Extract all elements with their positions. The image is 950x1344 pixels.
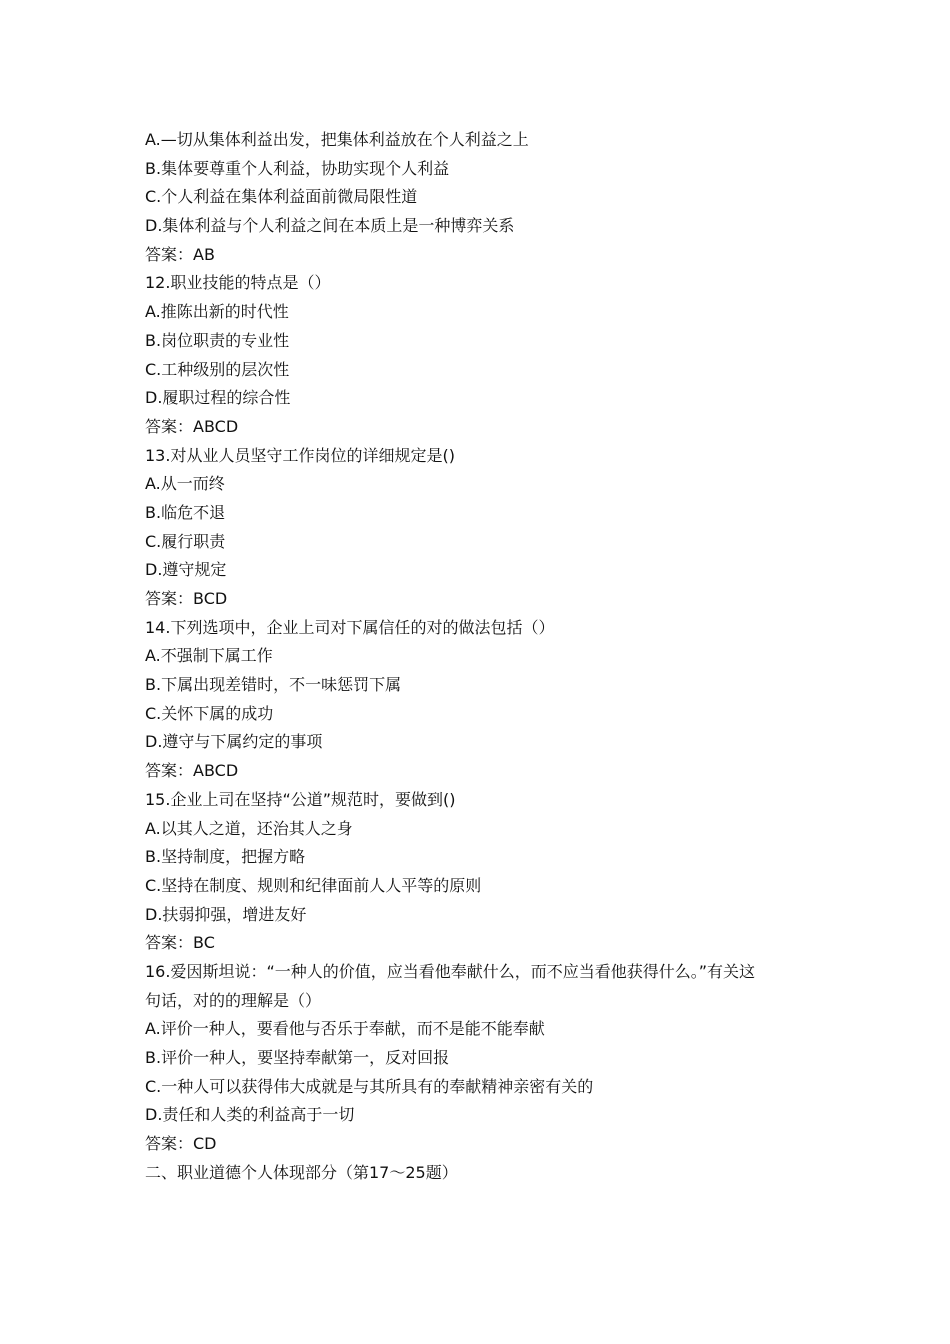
option-line: B.坚持制度，把握方略 [145, 847, 306, 867]
document-body [145, 126, 805, 1187]
option-line: D.责任和人类的利益高于一切 [145, 1105, 355, 1125]
question-line-continued: 句话，对的的理解是（） [145, 990, 322, 1010]
option-line: C.工种级别的层次性 [145, 359, 290, 379]
question-line: 12.职业技能的特点是（） [145, 273, 331, 293]
option-line: B.集体要尊重个人利益，协助实现个人利益 [145, 158, 450, 178]
question-line: 16.爱因斯坦说：“一种人的价值，应当看他奉献什么，而不应当看他获得什么。”有关这 [145, 961, 756, 981]
option-line: D.扶弱抑强，增进友好 [145, 904, 307, 924]
option-line: B.岗位职责的专业性 [145, 330, 290, 350]
option-line: C.坚持在制度、规则和纪律面前人人平等的原则 [145, 875, 482, 895]
option-line: A.从一而终 [145, 474, 225, 494]
option-line: B.临危不退 [145, 502, 226, 522]
answer-line: 答案：BCD [145, 589, 228, 608]
answer-line: 答案：AB [145, 244, 215, 264]
option-line: D.遵守与下属约定的事项 [145, 732, 323, 752]
option-line: A.不强制下属工作 [145, 646, 273, 666]
option-line: C.履行职责 [145, 531, 226, 551]
option-line: A.推陈出新的时代性 [145, 302, 289, 322]
option-line: D.遵守规定 [145, 560, 227, 580]
question-line: 14.下列选项中，企业上司对下属信任的对的做法包括（） [145, 617, 555, 637]
option-line: C.个人利益在集体利益面前微局限性道 [145, 187, 418, 207]
option-line: C.关怀下属的成功 [145, 703, 274, 723]
option-line: D.集体利益与个人利益之间在本质上是一种博弈关系 [145, 216, 515, 236]
section-heading: 二、职业道德个人体现部分（第17～25题） [145, 1162, 458, 1182]
option-line: C.一种人可以获得伟大成就是与其所具有的奉献精神亲密有关的 [145, 1076, 594, 1096]
option-line: A.以其人之道，还治其人之身 [145, 818, 353, 838]
option-line: B.下属出现差错时，不一味惩罚下属 [145, 675, 402, 695]
option-line: B.评价一种人，要坚持奉献第一，反对回报 [145, 1048, 450, 1067]
answer-line: 答案：CD [145, 1134, 217, 1154]
option-line: A.评价一种人，要看他与否乐于奉献，而不是能不能奉献 [145, 1019, 545, 1039]
answer-line: 答案：ABCD [145, 416, 239, 436]
option-line: A.—切从集体利益出发，把集体利益放在个人利益之上 [145, 130, 529, 149]
question-line: 15.企业上司在坚持“公道”规范时，要做到() [145, 789, 456, 809]
question-line: 13.对从业人员坚守工作岗位的详细规定是() [145, 445, 455, 465]
option-line: D.履职过程的综合性 [145, 388, 291, 408]
answer-line: 答案：BC [145, 933, 215, 953]
answer-line: 答案：ABCD [145, 761, 239, 781]
